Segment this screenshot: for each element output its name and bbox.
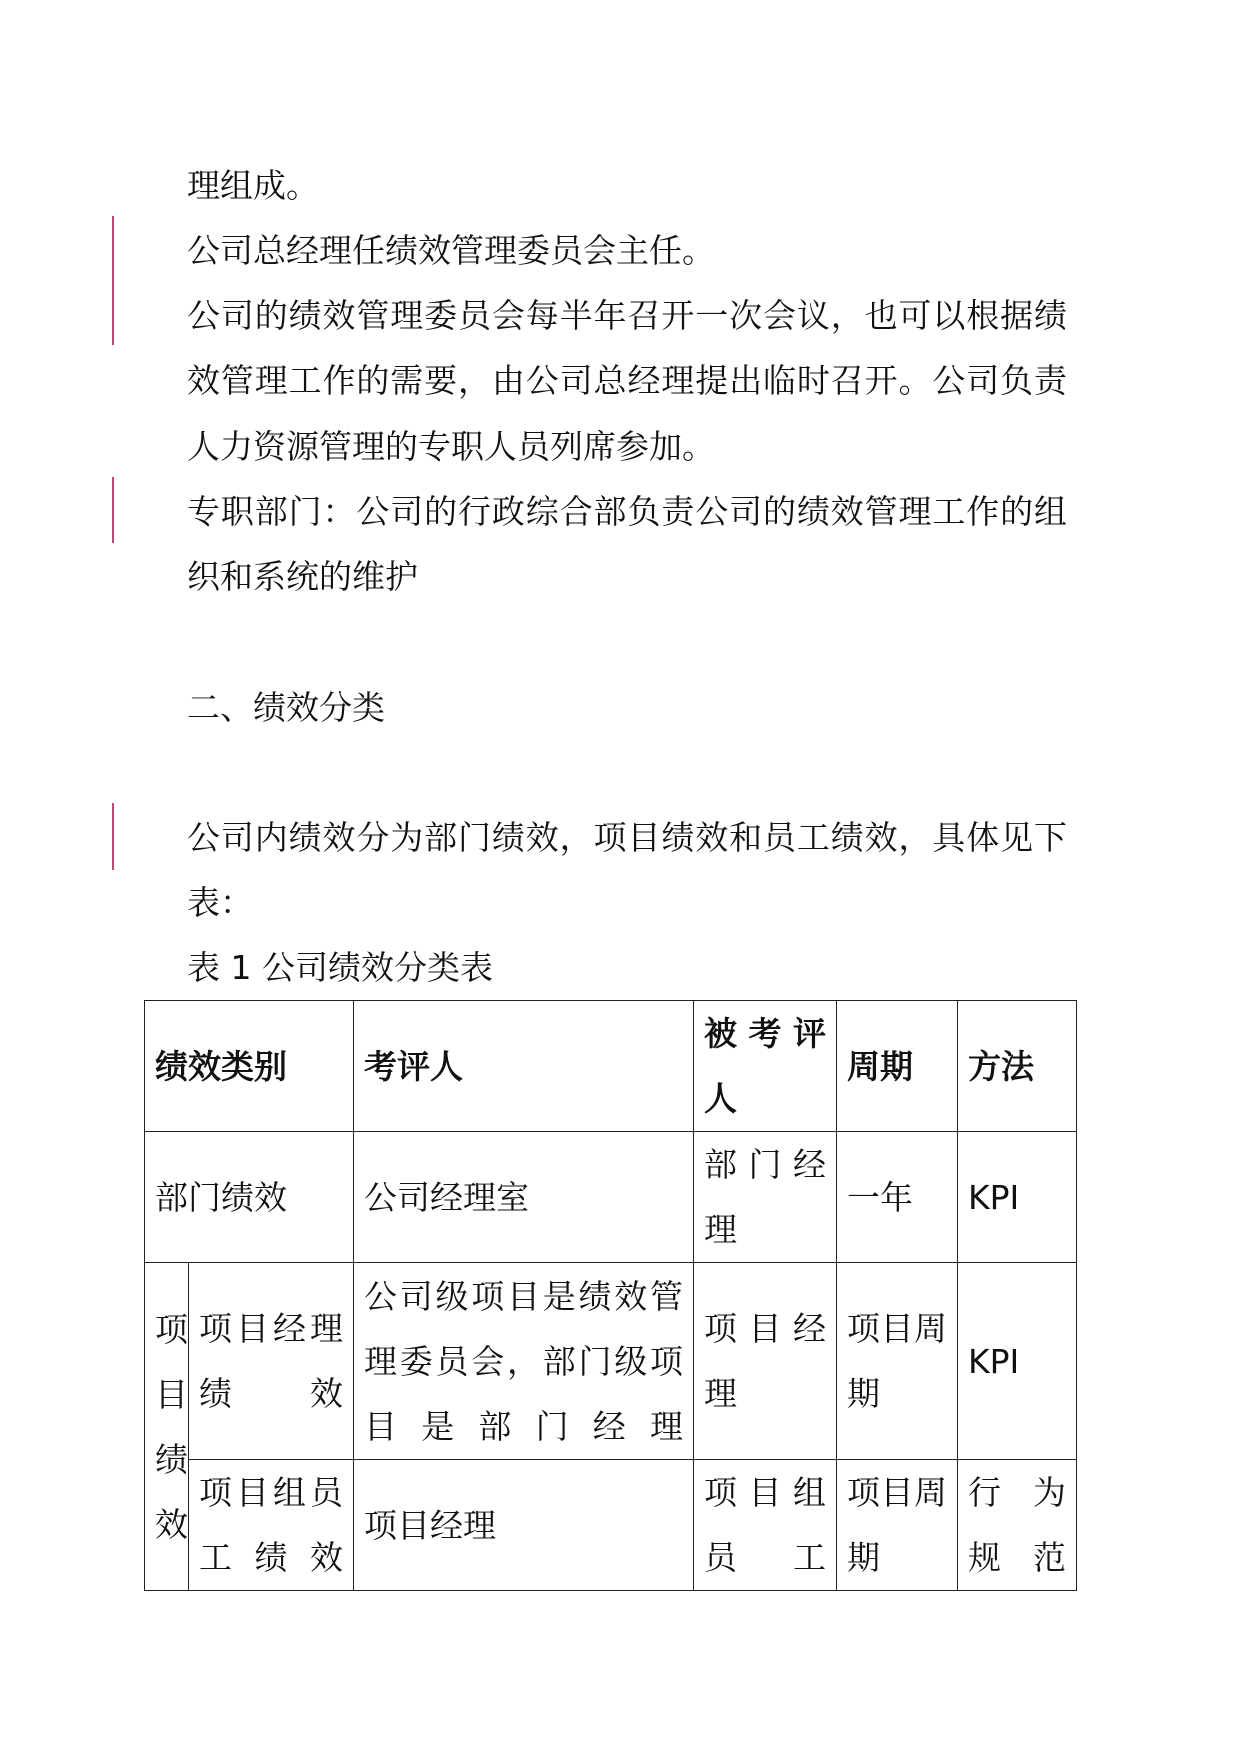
cell-method: 行为规范 bbox=[958, 1460, 1077, 1591]
cell-category: 部门绩效 bbox=[145, 1132, 354, 1263]
cell-evaluatee: 项目组员工 bbox=[694, 1460, 837, 1591]
header-category: 绩效类别 bbox=[145, 1001, 354, 1132]
revision-mark bbox=[112, 477, 114, 543]
cell-evaluator: 公司级项目是绩效管理委员会，部门级项目是部门经理 bbox=[354, 1263, 694, 1460]
intro-line: 表： bbox=[187, 883, 253, 922]
cell-period: 一年 bbox=[837, 1132, 958, 1263]
cell-period: 项目周期 bbox=[837, 1460, 958, 1591]
cell-group: 项目绩效 bbox=[145, 1263, 189, 1591]
header-method: 方法 bbox=[958, 1001, 1077, 1132]
cell-method: KPI bbox=[958, 1132, 1077, 1263]
paragraph-line: 人力资源管理的专职人员列席参加。 bbox=[187, 427, 715, 466]
table-row bbox=[145, 1132, 1077, 1263]
table-header-row bbox=[145, 1001, 1077, 1132]
paragraph-line: 理组成。 bbox=[187, 166, 319, 205]
cell-category: 项目组员工绩效 bbox=[189, 1460, 354, 1591]
cell-evaluator: 项目经理 bbox=[354, 1460, 694, 1591]
revision-mark bbox=[112, 216, 114, 345]
intro-line: 公司内绩效分为部门绩效，项目绩效和员工绩效，具体见下 bbox=[187, 818, 1067, 857]
paragraph-line: 织和系统的维护 bbox=[187, 557, 418, 596]
cell-evaluator: 公司经理室 bbox=[354, 1132, 694, 1263]
table-row bbox=[145, 1460, 1077, 1591]
header-evaluatee: 被考评人 bbox=[694, 1001, 837, 1132]
header-evaluator: 考评人 bbox=[354, 1001, 694, 1132]
section-heading: 二、绩效分类 bbox=[187, 688, 385, 727]
performance-table bbox=[144, 1000, 1077, 1591]
paragraph-line: 公司总经理任绩效管理委员会主任。 bbox=[187, 231, 715, 270]
paragraph-line: 效管理工作的需要，由公司总经理提出临时召开。公司负责 bbox=[187, 361, 1067, 400]
cell-method: KPI bbox=[958, 1263, 1077, 1460]
header-period: 周期 bbox=[837, 1001, 958, 1132]
cell-period: 项目周期 bbox=[837, 1263, 958, 1460]
cell-category: 项目经理绩效 bbox=[189, 1263, 354, 1460]
cell-evaluatee: 项目经理 bbox=[694, 1263, 837, 1460]
paragraph-line: 公司的绩效管理委员会每半年召开一次会议，也可以根据绩 bbox=[187, 296, 1067, 335]
cell-evaluatee: 部门经理 bbox=[694, 1132, 837, 1263]
paragraph-line: 专职部门：公司的行政综合部负责公司的绩效管理工作的组 bbox=[187, 492, 1067, 531]
revision-mark bbox=[112, 803, 114, 870]
table-caption: 表 1 公司绩效分类表 bbox=[187, 948, 493, 987]
table-row bbox=[145, 1263, 1077, 1460]
